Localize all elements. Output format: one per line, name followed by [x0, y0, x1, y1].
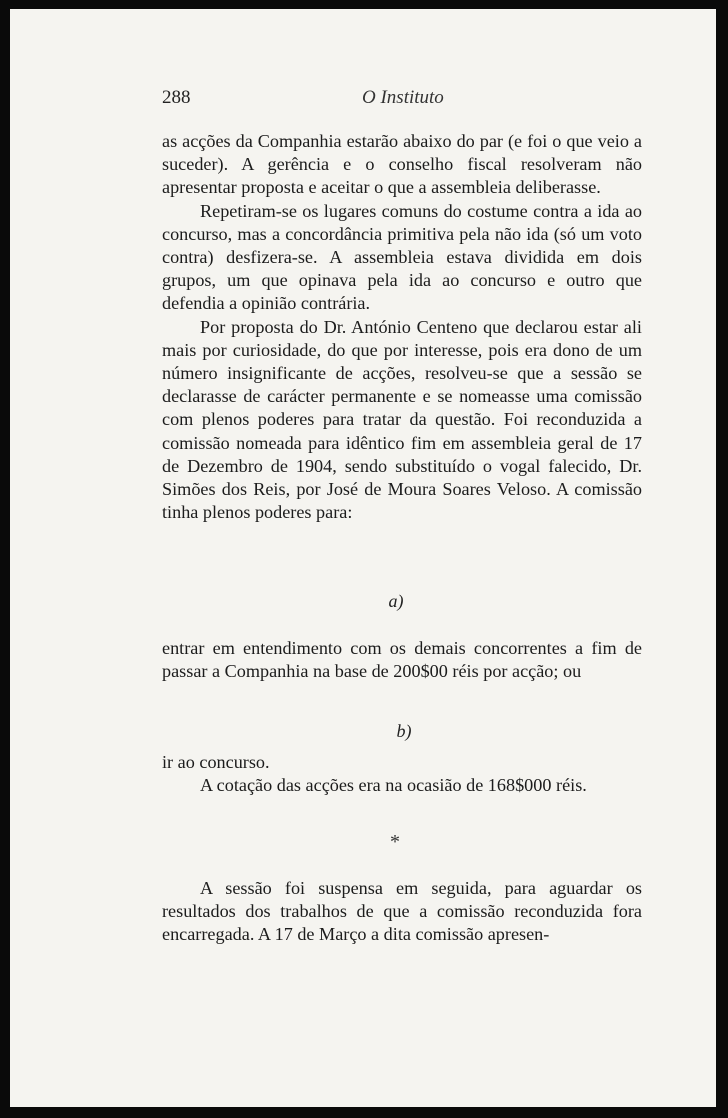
paragraph-4: A cotação das acções era na ocasião de 168$000 réis. — [200, 775, 587, 796]
item-a-text: entrar em entendimento com os demais concorrentes a fim de passar a Companhia na base de 200$00 réis por acção; ou — [162, 638, 642, 682]
running-title: O Instituto — [362, 87, 444, 108]
final-text — [162, 877, 642, 947]
item-b-block — [162, 751, 642, 797]
section-separator: * — [390, 831, 400, 853]
item-b-label: b) — [396, 721, 412, 741]
paragraph-5: A sessão foi suspensa em seguida, para aguardar os resultados dos trabalhos de que a comissão reconduzida fora encarregada. A 17 de Março a dita comissão apresen- — [162, 878, 642, 945]
page-number: 288 — [162, 87, 191, 108]
item-a-label: a) — [388, 591, 404, 611]
item-a-block — [162, 637, 642, 683]
page-header — [162, 87, 642, 115]
item-b-text: ir ao concurso. — [162, 752, 270, 772]
main-text — [162, 130, 642, 524]
paragraph-2: Repetiram-se os lugares comuns do costume contra a ida ao concurso, mas a concordância primitiva pela não ida (só um voto contra) desfizera-se. A assembleia estava dividida em dois grupos, um que opinava pela ida ao concurso e outro que defendia a opinião contrária. — [162, 200, 642, 314]
paragraph-3: Por proposta do Dr. António Centeno que declarou estar ali mais por curiosidade, do que por interesse, pois era dono de um número insignificante de acções, resolveu-se que a sessão se declarasse de carácter permanente e se nomeasse uma comissão com plenos poderes para tratar da questão. Foi reconduzida a comissão nomeada para idêntico fim em assembleia geral de 17 de Dezembro de 1904, sendo substituído o vogal falecido, Dr. Simões dos Reis, por José de Moura Soares Veloso. A comissão tinha plenos poderes para: — [162, 316, 642, 523]
book-page — [10, 9, 716, 1107]
paragraph-1: as acções da Companhia estarão abaixo do par (e foi o que veio a suceder). A gerência e o conselho fiscal resolveram não apresentar proposta e aceitar o que a assembleia deliberasse. — [162, 131, 642, 198]
